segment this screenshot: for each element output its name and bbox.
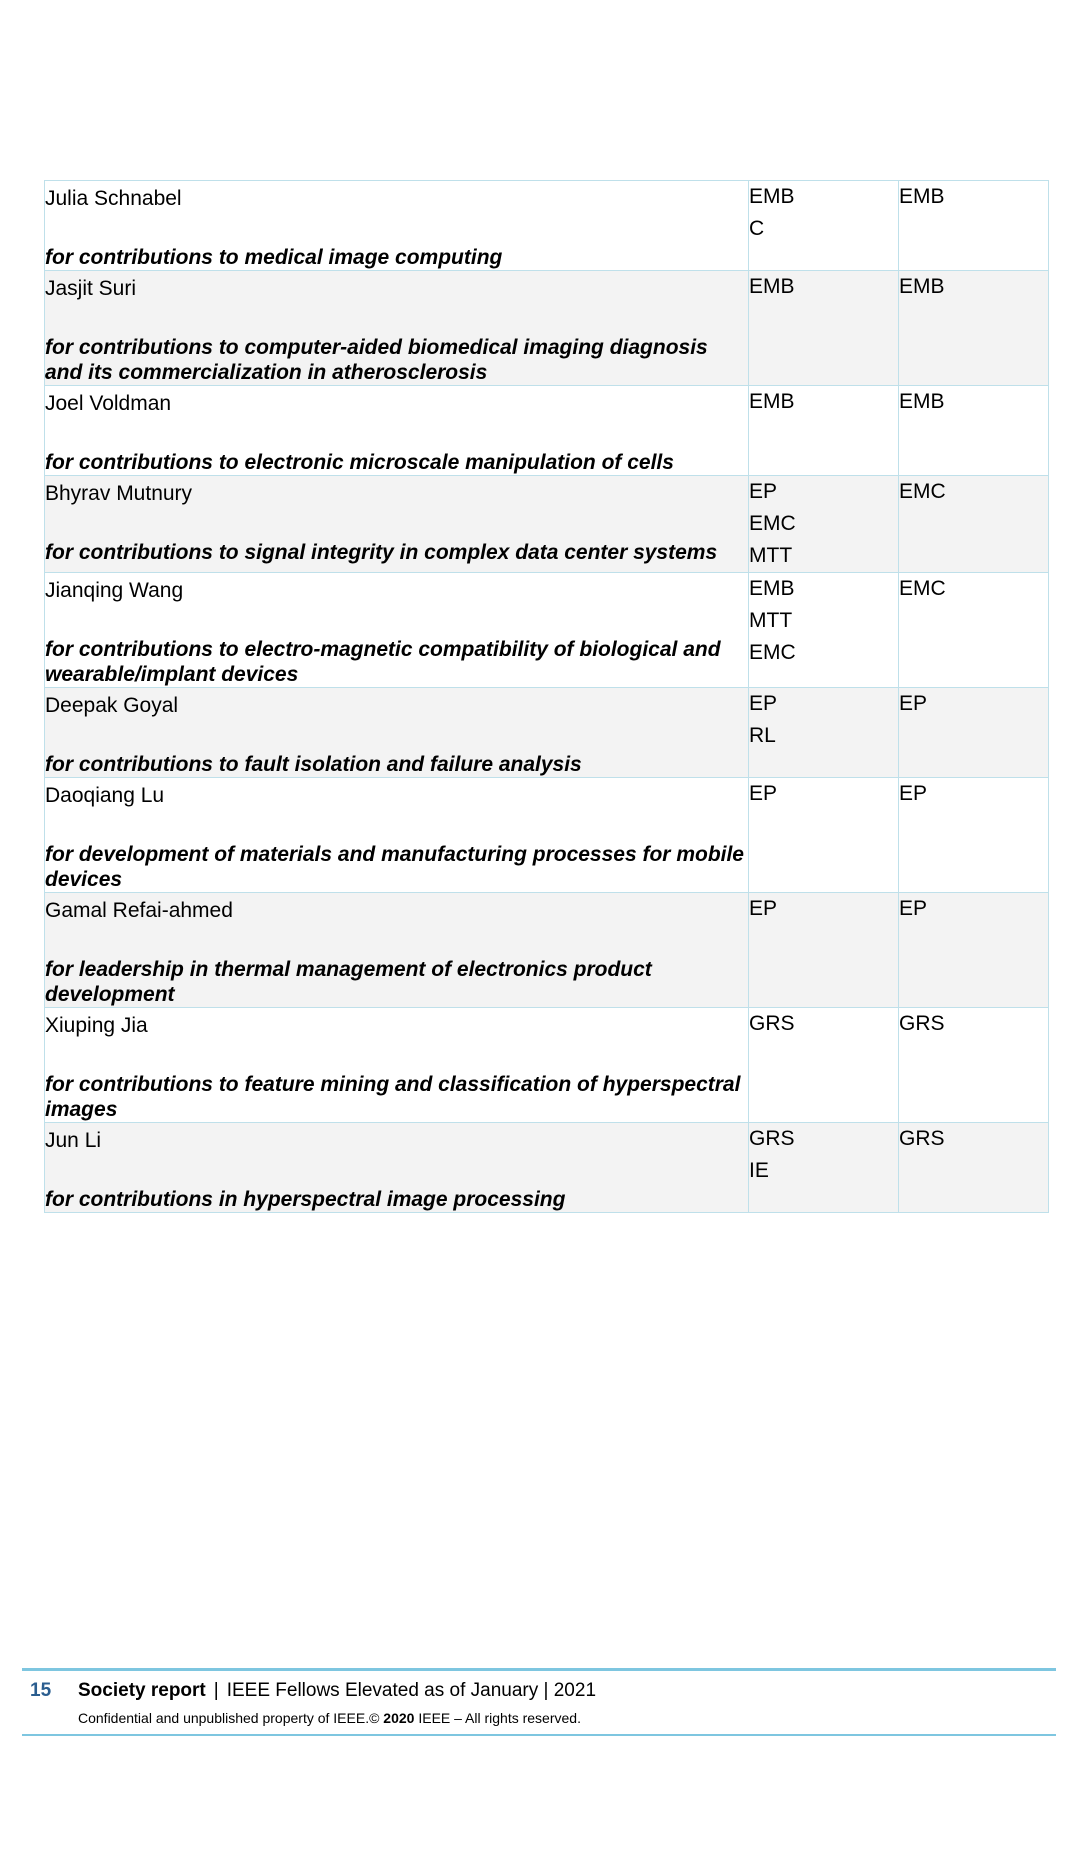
society-code: GRS bbox=[749, 1127, 795, 1150]
report-society-code: EMB bbox=[899, 185, 945, 208]
table-row bbox=[45, 573, 1049, 688]
confidential-suffix: IEEE – All rights reserved. bbox=[418, 1710, 581, 1726]
report-society-code: EMB bbox=[899, 390, 945, 413]
fellow-name: Xiuping Jia bbox=[45, 1014, 148, 1037]
societies-cell bbox=[749, 573, 899, 688]
footer-confidential-line bbox=[78, 1710, 581, 1726]
fellow-cell bbox=[45, 778, 749, 893]
society-code: GRS bbox=[749, 1012, 795, 1035]
society-code: RL bbox=[749, 724, 776, 747]
fellows-table bbox=[44, 180, 1049, 1213]
fellow-citation: for contributions to fault isolation and failure analysis bbox=[45, 753, 582, 776]
table-row bbox=[45, 893, 1049, 1008]
fellow-citation: for development of materials and manufacturing processes for mobile devices bbox=[45, 843, 744, 891]
societies-cell bbox=[749, 181, 899, 271]
society-code: MTT bbox=[749, 544, 793, 567]
fellow-cell bbox=[45, 271, 749, 386]
fellow-citation: for contributions to medical image computing bbox=[45, 246, 503, 269]
society-code: EMC bbox=[749, 641, 796, 664]
report-society-code: EMC bbox=[899, 480, 946, 503]
fellow-citation: for contributions to electronic microscale manipulation of cells bbox=[45, 451, 674, 474]
fellow-cell bbox=[45, 573, 749, 688]
fellow-cell bbox=[45, 893, 749, 1008]
fellow-name: Julia Schnabel bbox=[45, 187, 182, 210]
report-society-code: EMC bbox=[899, 577, 946, 600]
society-code: MTT bbox=[749, 609, 793, 632]
fellow-name: Deepak Goyal bbox=[45, 694, 179, 717]
society-code: IE bbox=[749, 1159, 769, 1182]
footer-top-rule bbox=[22, 1668, 1056, 1671]
footer-bottom-rule bbox=[22, 1734, 1056, 1736]
page-number: 15 bbox=[30, 1680, 52, 1701]
footer-report-line bbox=[78, 1680, 596, 1702]
society-code: EP bbox=[749, 897, 778, 920]
report-society-cell bbox=[899, 778, 1049, 893]
table-row bbox=[45, 688, 1049, 778]
table-row bbox=[45, 386, 1049, 476]
societies-cell bbox=[749, 893, 899, 1008]
society-code: EMB bbox=[749, 577, 795, 600]
society-code: EMB bbox=[749, 390, 795, 413]
societies-cell bbox=[749, 778, 899, 893]
society-code: EP bbox=[749, 782, 778, 805]
fellow-cell bbox=[45, 476, 749, 573]
report-society-cell bbox=[899, 386, 1049, 476]
societies-cell bbox=[749, 271, 899, 386]
report-society-code: GRS bbox=[899, 1127, 945, 1150]
fellow-citation: for contributions in hyperspectral image processing bbox=[45, 1188, 566, 1211]
fellow-cell bbox=[45, 181, 749, 271]
report-society-code: GRS bbox=[899, 1012, 945, 1035]
report-society-cell bbox=[899, 893, 1049, 1008]
societies-cell bbox=[749, 386, 899, 476]
societies-cell bbox=[749, 476, 899, 573]
report-society-cell bbox=[899, 573, 1049, 688]
fellow-cell bbox=[45, 688, 749, 778]
fellow-cell bbox=[45, 1008, 749, 1123]
report-society-cell bbox=[899, 181, 1049, 271]
report-label: Society report bbox=[78, 1680, 206, 1701]
fellow-cell bbox=[45, 386, 749, 476]
society-code: EMB bbox=[749, 275, 795, 298]
report-society-cell bbox=[899, 271, 1049, 386]
report-title: IEEE Fellows Elevated as of January | 2021 bbox=[226, 1680, 597, 1701]
fellow-citation: for contributions to signal integrity in complex data center systems bbox=[45, 541, 718, 564]
fellow-name: Jasjit Suri bbox=[45, 277, 137, 300]
fellow-citation: for contributions to electro-magnetic compatibility of biological and wearable/implant devices bbox=[45, 638, 721, 686]
fellow-citation: for contributions to computer-aided biomedical imaging diagnosis and its commercialization in atherosclerosis bbox=[45, 336, 708, 384]
report-society-code: EMB bbox=[899, 275, 945, 298]
fellow-citation: for leadership in thermal management of electronics product development bbox=[45, 958, 652, 1006]
fellow-name: Jun Li bbox=[45, 1129, 102, 1152]
table-row bbox=[45, 1123, 1049, 1213]
society-code: EMB bbox=[749, 185, 795, 208]
page-footer bbox=[22, 1668, 1056, 1736]
report-society-cell bbox=[899, 1123, 1049, 1213]
fellow-cell bbox=[45, 1123, 749, 1213]
societies-cell bbox=[749, 1123, 899, 1213]
fellow-citation: for contributions to feature mining and classification of hyperspectral images bbox=[45, 1073, 741, 1121]
table-row bbox=[45, 181, 1049, 271]
society-code: EP bbox=[749, 480, 778, 503]
footer-separator: | bbox=[213, 1680, 219, 1701]
report-society-code: EP bbox=[899, 897, 928, 920]
confidential-prefix: Confidential and unpublished property of IEEE.© bbox=[78, 1710, 380, 1726]
report-society-cell bbox=[899, 1008, 1049, 1123]
society-code: EMC bbox=[749, 512, 796, 535]
report-society-cell bbox=[899, 688, 1049, 778]
report-society-cell bbox=[899, 476, 1049, 573]
society-code: C bbox=[749, 217, 765, 240]
fellow-name: Joel Voldman bbox=[45, 392, 172, 415]
societies-cell bbox=[749, 1008, 899, 1123]
society-code: EP bbox=[749, 692, 778, 715]
table-row bbox=[45, 778, 1049, 893]
fellows-table-body bbox=[45, 181, 1049, 1213]
copyright-year: 2020 bbox=[383, 1710, 415, 1726]
table-row bbox=[45, 271, 1049, 386]
fellow-name: Jianqing Wang bbox=[45, 579, 184, 602]
fellow-name: Daoqiang Lu bbox=[45, 784, 165, 807]
societies-cell bbox=[749, 688, 899, 778]
report-society-code: EP bbox=[899, 782, 928, 805]
report-society-code: EP bbox=[899, 692, 928, 715]
fellow-name: Gamal Refai-ahmed bbox=[45, 899, 233, 922]
table-row bbox=[45, 476, 1049, 573]
fellow-name: Bhyrav Mutnury bbox=[45, 482, 193, 505]
table-row bbox=[45, 1008, 1049, 1123]
